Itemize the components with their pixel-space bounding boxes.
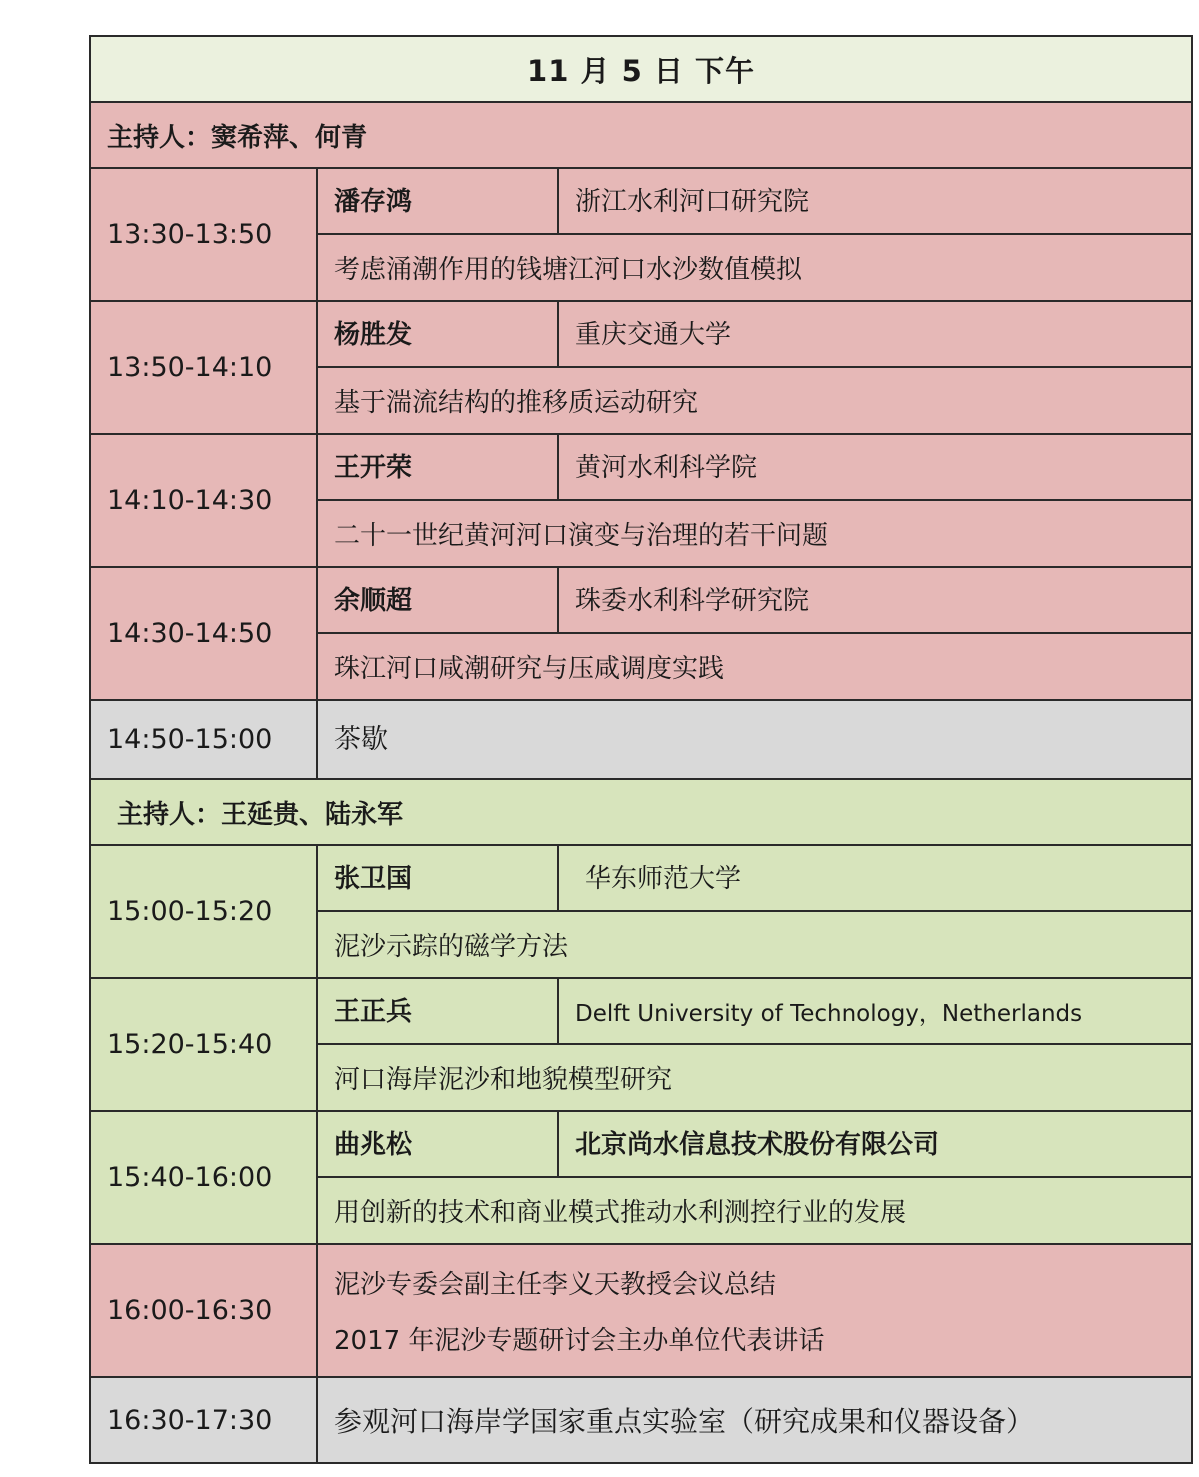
speaker-name: 曲兆松: [318, 1112, 559, 1176]
speaker-affiliation: Delft University of Technology，Netherlands: [575, 1001, 1083, 1027]
break-row: [89, 701, 1193, 780]
session-slot: [89, 846, 1193, 979]
speaker-name: 张卫国: [318, 846, 559, 910]
slot-detail: [318, 435, 1191, 566]
slot-time: 14:30-14:50: [91, 568, 318, 699]
slot-detail: [318, 1112, 1191, 1243]
talk-topic: 河口海岸泥沙和地貌模型研究: [334, 1065, 673, 1095]
host-label: 主持人：王延贵、陆永军: [117, 799, 404, 830]
slot-time: 15:20-15:40: [91, 979, 318, 1110]
talk-topic: 用创新的技术和商业模式推动水利测控行业的发展: [334, 1198, 907, 1228]
speaker-name: 余顺超: [318, 568, 559, 632]
slot-detail: [318, 302, 1191, 433]
slot-time: 15:00-15:20: [91, 846, 318, 977]
speaker-name: 潘存鸿: [318, 169, 559, 233]
talk-topic: 二十一世纪黄河河口演变与治理的若干问题: [334, 521, 829, 551]
slot-detail: [318, 169, 1191, 300]
break-time: 14:50-15:00: [91, 701, 318, 778]
session-slot: [89, 1112, 1193, 1245]
closing-row: [89, 1245, 1193, 1378]
slot-time: 13:30-13:50: [91, 169, 318, 300]
visit-time: 16:30-17:30: [91, 1378, 318, 1462]
slot-detail: [318, 846, 1191, 977]
talk-topic: 考虑涌潮作用的钱塘江河口水沙数值模拟: [334, 255, 803, 285]
talk-topic: 泥沙示踪的磁学方法: [334, 932, 569, 962]
speaker-name: 王开荣: [318, 435, 559, 499]
closing-line-summary: 泥沙专委会副主任李义天教授会议总结: [334, 1270, 777, 1301]
speaker-affiliation: 重庆交通大学: [575, 320, 732, 350]
closing-detail: [318, 1245, 1191, 1376]
slot-time: 14:10-14:30: [91, 435, 318, 566]
speaker-affiliation: 珠委水利科学研究院: [575, 586, 810, 616]
closing-time: 16:00-16:30: [91, 1245, 318, 1376]
speaker-name: 王正兵: [318, 979, 559, 1043]
session-slot: [89, 302, 1193, 435]
session-slot: [89, 568, 1193, 701]
talk-topic: 基于湍流结构的推移质运动研究: [334, 388, 699, 418]
break-label: 茶歇: [334, 724, 388, 755]
schedule-table: [89, 35, 1193, 1464]
speaker-affiliation: 黄河水利科学院: [575, 453, 758, 483]
slot-time: 15:40-16:00: [91, 1112, 318, 1243]
session-slot: [89, 979, 1193, 1112]
visit-row: [89, 1378, 1193, 1464]
visit-label: 参观河口海岸学国家重点实验室（研究成果和仪器设备）: [334, 1405, 1035, 1438]
host-label: 主持人：窦希萍、何青: [107, 122, 368, 153]
speaker-affiliation: 华东师范大学: [585, 864, 742, 894]
session-slot: [89, 435, 1193, 568]
talk-topic: 珠江河口咸潮研究与压咸调度实践: [334, 654, 725, 684]
slot-detail: [318, 979, 1191, 1110]
slot-detail: [318, 568, 1191, 699]
speaker-name: 杨胜发: [318, 302, 559, 366]
host-row: [89, 780, 1193, 846]
slot-time: 13:50-14:10: [91, 302, 318, 433]
closing-line-speech: 2017 年泥沙专题研讨会主办单位代表讲话: [334, 1325, 825, 1356]
session-slot: [89, 169, 1193, 302]
schedule-title: 11 月 5 日 下午: [89, 35, 1193, 103]
host-row: [89, 103, 1193, 169]
speaker-affiliation: 北京尚水信息技术股份有限公司: [575, 1130, 940, 1160]
speaker-affiliation: 浙江水利河口研究院: [575, 187, 810, 217]
